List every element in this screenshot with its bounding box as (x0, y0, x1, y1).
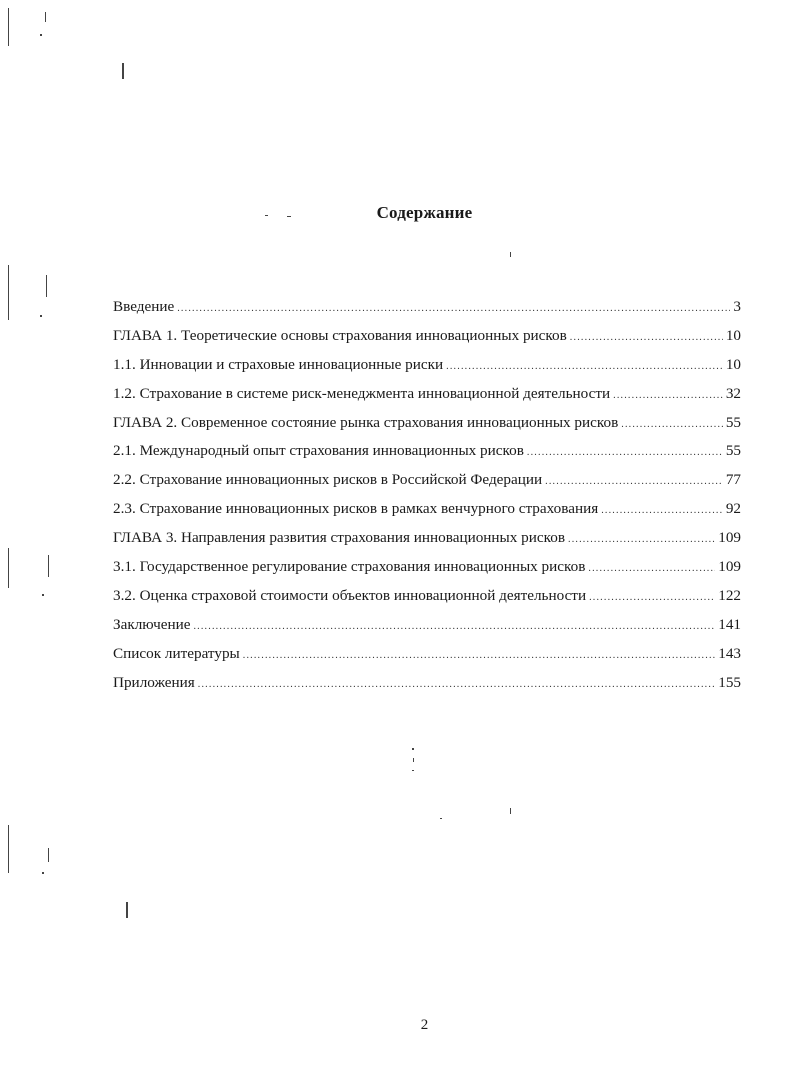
toc-entry (113, 672, 741, 701)
toc-entry-label: 1.2. Страхование в системе риск-менеджмента инновационной деятельности (113, 384, 611, 402)
toc-entry (113, 614, 741, 643)
scan-artifact (8, 825, 9, 873)
scan-artifact (48, 555, 49, 577)
scan-artifact (8, 8, 9, 46)
toc-entry (113, 440, 741, 469)
toc-entry (113, 412, 741, 441)
scan-artifact (122, 63, 124, 79)
toc-entry-label: Список литературы (113, 644, 240, 662)
toc-leader-dots (193, 616, 715, 638)
toc-leader-dots (568, 529, 715, 551)
toc-entry (113, 585, 741, 614)
toc-entry-page: 55 (725, 442, 741, 460)
scan-artifact (45, 12, 46, 22)
toc-leader-dots (570, 327, 723, 349)
toc-entry-page: 55 (725, 413, 741, 431)
toc-entry (113, 354, 741, 383)
toc-entry-label: 3.1. Государственное регулирование страхования инновационных рисков (113, 558, 586, 576)
toc-entry (113, 498, 741, 527)
toc-leader-dots (613, 385, 723, 407)
toc-entry-label: Заключение (113, 615, 191, 633)
toc-entry (113, 469, 741, 498)
toc-leader-dots (588, 558, 715, 580)
toc-entry-page: 10 (725, 355, 741, 373)
toc-entry (113, 556, 741, 585)
toc-entry-label: 1.1. Инновации и страховые инновационные риски (113, 355, 444, 373)
toc-entry-label: 2.1. Международный опыт страхования инновационных рисков (113, 442, 524, 460)
toc-entry-label: Введение (113, 298, 175, 315)
toc-entry-page: 141 (718, 615, 741, 633)
scan-artifact (40, 315, 42, 317)
scan-artifact (8, 548, 9, 588)
toc-entry-label: 2.2. Страхование инновационных рисков в Российской Федерации (113, 471, 543, 489)
toc-entry-page: 155 (718, 673, 741, 691)
toc-entry-label: ГЛАВА 2. Современное состояние рынка страхования инновационных рисков (113, 413, 619, 431)
toc-leader-dots (621, 414, 723, 436)
scan-artifact (48, 848, 49, 862)
toc-entry-page: 109 (718, 529, 741, 547)
toc-leader-dots (177, 298, 730, 320)
toc-entry (113, 325, 741, 354)
toc-entry-page: 77 (725, 471, 741, 489)
toc-leader-dots (198, 674, 715, 696)
scan-artifact (42, 872, 44, 874)
scan-artifact (126, 902, 128, 918)
toc-entry (113, 383, 741, 412)
toc-entry-page: 143 (718, 644, 741, 662)
scan-artifact (510, 252, 511, 257)
toc-entry-label: ГЛАВА 3. Направления развития страхования инновационных рисков (113, 529, 565, 547)
document-title: Содержание (376, 203, 473, 222)
scan-artifact (440, 818, 442, 819)
page-number: 2 (420, 1017, 429, 1033)
scan-artifact (46, 275, 47, 297)
scan-artifact (42, 594, 44, 596)
toc-entry (113, 296, 741, 325)
scan-artifact (40, 34, 42, 36)
toc-entry (113, 643, 741, 672)
toc-entry-page: 32 (725, 384, 741, 402)
toc-entry (113, 527, 741, 556)
toc-entry-label: 2.3. Страхование инновационных рисков в рамках венчурного страхования (113, 500, 599, 518)
toc-leader-dots (527, 442, 723, 464)
toc-leader-dots (446, 356, 723, 378)
toc-leader-dots (589, 587, 715, 609)
scan-artifact (412, 770, 414, 771)
toc-entry-page: 122 (718, 586, 741, 604)
toc-entry-label: 3.2. Оценка страховой стоимости объектов инновационной деятельности (113, 586, 587, 604)
toc-entry-page: 10 (725, 326, 741, 344)
toc-entry-label: Приложения (113, 673, 195, 691)
scan-artifact (413, 758, 414, 762)
toc-entry-page: 3 (733, 298, 741, 315)
toc-entry-page: 109 (718, 558, 741, 576)
scan-artifact (8, 265, 9, 320)
scan-artifact (510, 808, 511, 814)
table-of-contents (113, 296, 741, 700)
scan-artifact (412, 748, 414, 750)
toc-leader-dots (243, 645, 715, 667)
toc-entry-label: ГЛАВА 1. Теоретические основы страхования инновационных рисков (113, 326, 567, 344)
toc-leader-dots (601, 500, 723, 522)
toc-leader-dots (545, 471, 723, 493)
toc-entry-page: 92 (725, 500, 741, 518)
